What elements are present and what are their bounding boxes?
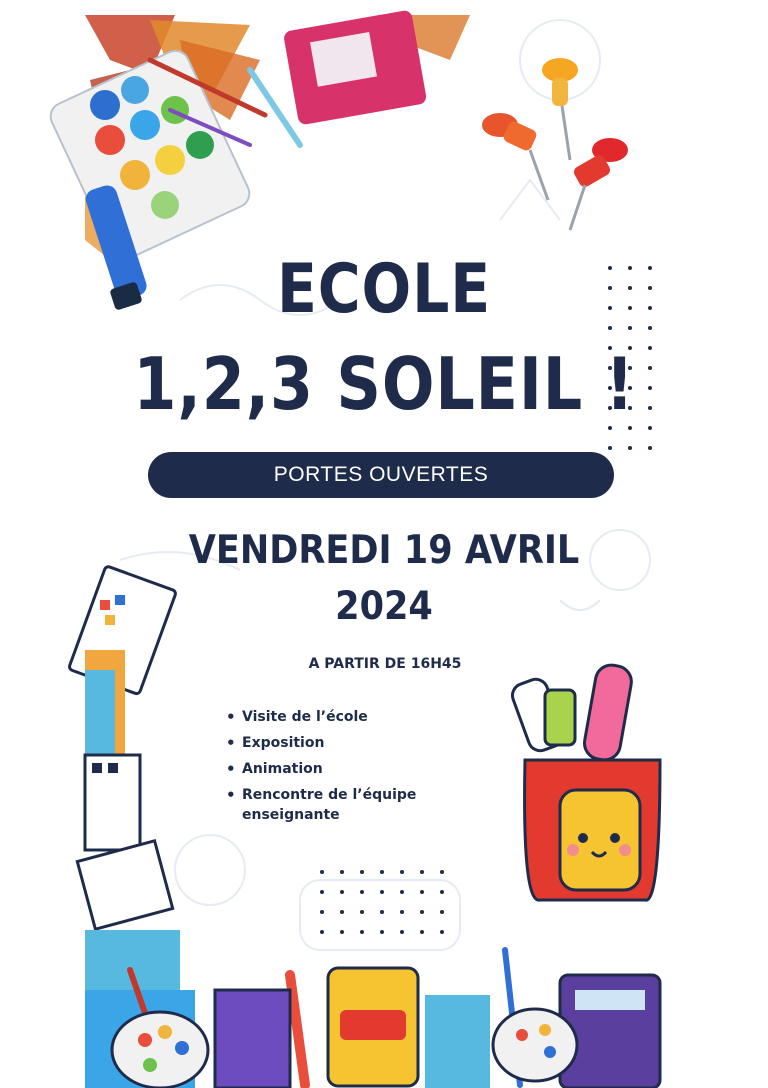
school-name-line-2: 1,2,3 SOLEIL ! — [133, 342, 635, 426]
list-item: • Visite de l’école — [226, 707, 466, 727]
school-name-line-1: ECOLE — [276, 250, 492, 329]
activity-list — [226, 707, 466, 831]
start-time: A PARTIR DE 16H45 — [308, 656, 462, 672]
list-item: • Exposition — [226, 733, 466, 753]
list-item: • Rencontre de l’équipe enseignante — [226, 785, 466, 825]
calculator-icon — [215, 975, 660, 1088]
book-stack-icon — [68, 566, 195, 1088]
school-backpack-icon — [509, 663, 660, 901]
pencil-case-icon — [328, 968, 418, 1086]
event-year: 2024 — [335, 584, 433, 629]
event-banner — [148, 452, 614, 498]
event-date: VENDREDI 19 AVRIL — [188, 528, 580, 573]
push-pin-icon — [482, 58, 628, 230]
notebook-icon — [283, 9, 428, 125]
event-label: PORTES OUVERTES — [273, 463, 489, 486]
list-item: • Animation — [226, 759, 466, 779]
